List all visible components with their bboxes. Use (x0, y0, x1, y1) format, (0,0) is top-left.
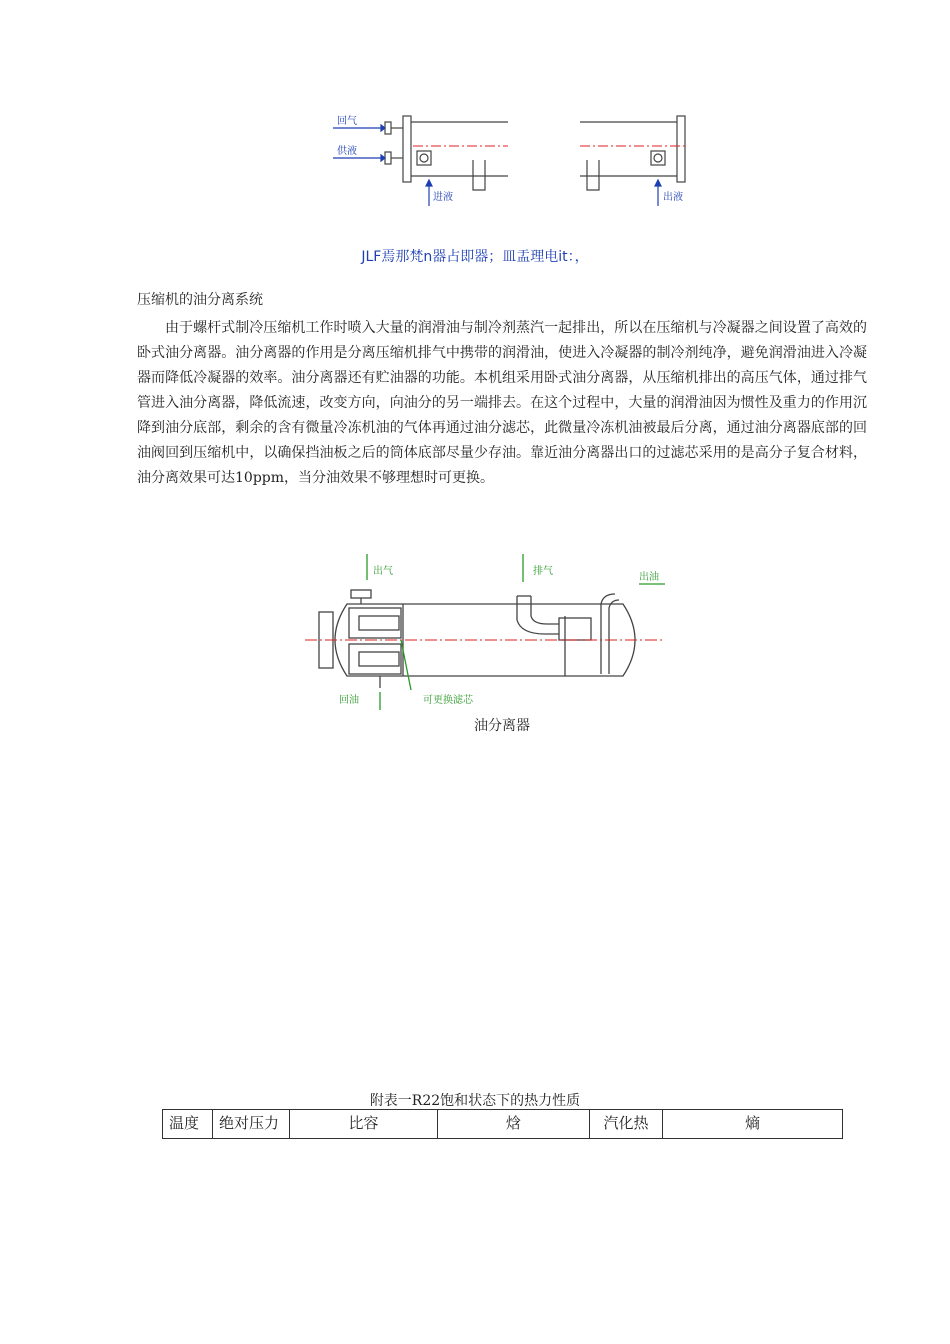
replaceable-filter-label: 可更换滤芯 (423, 695, 473, 706)
evaporator-diagram (325, 108, 695, 218)
return-gas-label: 回气 (337, 116, 357, 127)
body-paragraph: 由于螺杆式制冷压缩机工作时喷入大量的润滑油与制冷剂蒸汽一起排出，所以在压缩机与冷凝器之间设置了高效的卧式油分离器。油分离器的作用是分离压缩机排气中携带的润滑油，使进入冷凝器的制冷剂纯净，避免润滑油进入冷凝器而降低冷凝器的效率。油分离器还有贮油器的功能。本机组采用卧式油分离器，从压缩机排出的高压气体，通过排气管进入油分离器，降低流速，改变方向，向油分的另一端排去。在这个过程中，大量的润滑油因为惯性及重力的作用沉降到油分底部，剩余的含有微量冷冻机油的气体再通过油分滤芯，此微量冷冻机油被最后分离，通过油分离器底部的回油阀回到压缩机中，以确保挡油板之后的筒体底部尽量少存油。靠近油分离器出口的过滤芯采用的是高分子复合材料，油分离效果可达10ppm，当分油效果不够理想时可更换。 (137, 320, 867, 486)
header-entropy: 熵 (663, 1110, 843, 1139)
thermo-properties-table (162, 1109, 843, 1139)
oil-out-label: 出油 (639, 572, 659, 583)
exhaust-label: 排气 (533, 566, 553, 577)
outlet-label: 出液 (663, 192, 683, 203)
table-caption: 附表一R22饱和状态下的热力性质 (369, 1093, 581, 1109)
figure2-caption: 油分离器 (474, 718, 530, 734)
section-heading: 压缩机的油分离系统 (137, 292, 263, 308)
inlet-label: 进液 (433, 192, 453, 203)
liquid-supply-label: 供液 (337, 146, 357, 157)
figure1-caption: JLF焉那梵n器占即器；皿盂理电it：， (361, 249, 589, 265)
header-abs-pressure: 绝对压力 (213, 1110, 290, 1139)
table-header-row (163, 1110, 843, 1139)
oil-separator-diagram (285, 540, 685, 715)
gas-out-label: 出气 (373, 566, 393, 577)
header-specific-volume: 比容 (290, 1110, 438, 1139)
header-enthalpy: 焓 (438, 1110, 590, 1139)
oil-return-label: 回油 (339, 695, 359, 706)
header-latent-heat: 汽化热 (590, 1110, 663, 1139)
header-temperature: 温度 (163, 1110, 213, 1139)
